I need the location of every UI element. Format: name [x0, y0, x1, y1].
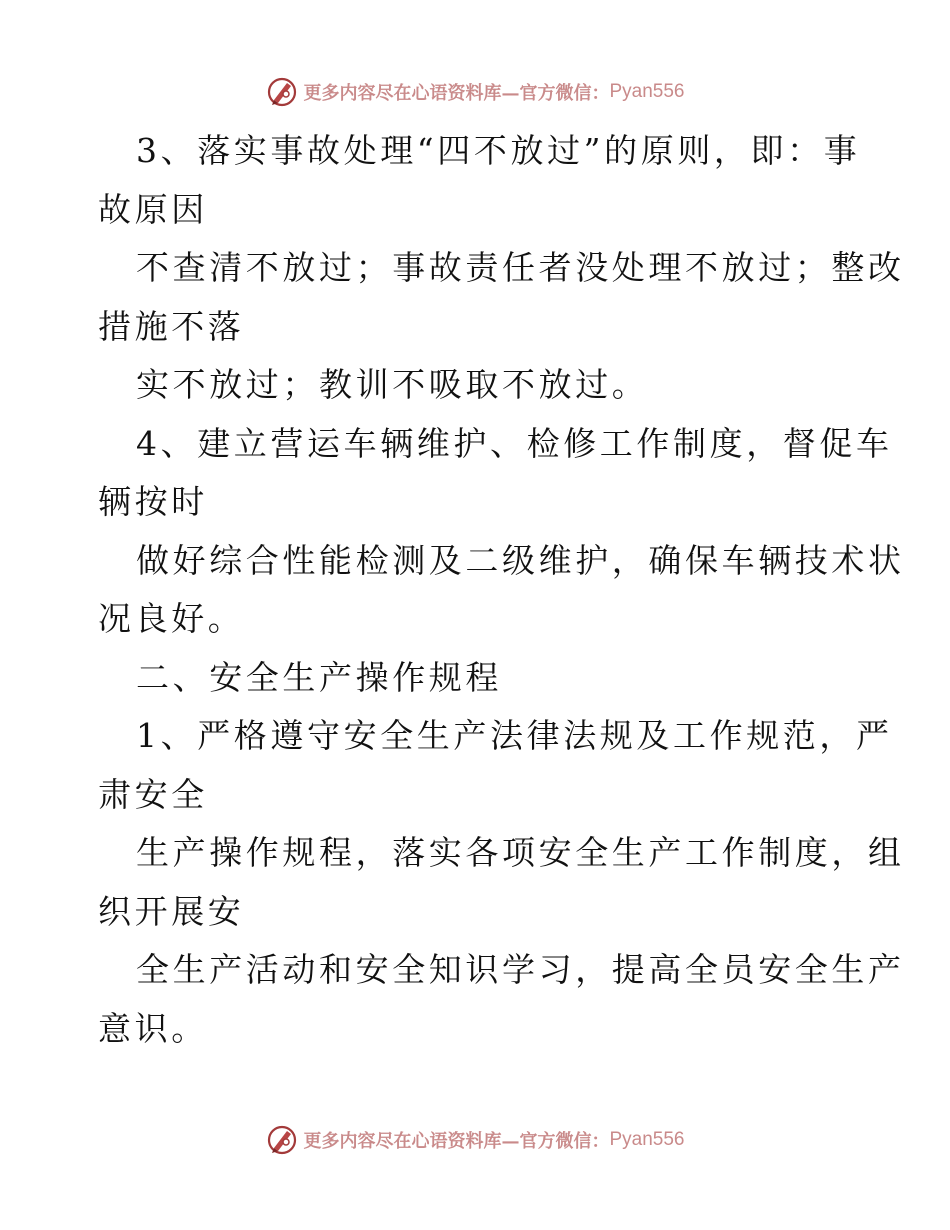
text-line: 不查清不放过；事故责任者没处理不放过；整改: [136, 248, 905, 287]
text-line: 做好综合性能检测及二级维护，确保车辆技术状: [136, 540, 905, 580]
text-line: 肃安全: [98, 774, 208, 814]
text-line: 生产操作规程，落实各项安全生产工作制度，组: [136, 833, 905, 872]
watermark-wechat-id: Pyan556: [609, 81, 685, 102]
text-line: 3、落实事故处理“四不放过”的原则，即：事: [136, 131, 861, 170]
text-line: 实不放过；教训不吸取不放过。: [136, 365, 649, 404]
text-line: 措施不落: [98, 306, 245, 346]
text-line: 4、建立营运车辆维护、检修工作制度，督促车: [136, 423, 893, 463]
watermark-text: 更多内容尽在心语资料库—官方微信：: [303, 83, 610, 104]
section-heading: 二、安全生产操作规程: [136, 657, 502, 697]
watermark-text: 更多内容尽在心语资料库—官方微信：: [303, 1131, 610, 1152]
pen-logo-icon: [265, 1123, 299, 1157]
pen-logo-icon: [265, 75, 299, 109]
header-watermark: [0, 72, 950, 112]
text-line: 故原因: [98, 189, 208, 229]
text-line: 织开展安: [98, 891, 245, 931]
footer-watermark: [0, 1120, 950, 1160]
text-line: 况良好。: [98, 599, 245, 638]
text-line: 意识。: [98, 1008, 208, 1048]
document-body: [98, 122, 905, 1058]
text-line: 1、严格遵守安全生产法律法规及工作规范，严: [136, 716, 893, 755]
text-line: 全生产活动和安全知识学习，提高全员安全生产: [136, 950, 905, 989]
text-line: 辆按时: [98, 482, 208, 521]
watermark-wechat-id: Pyan556: [609, 1129, 685, 1150]
